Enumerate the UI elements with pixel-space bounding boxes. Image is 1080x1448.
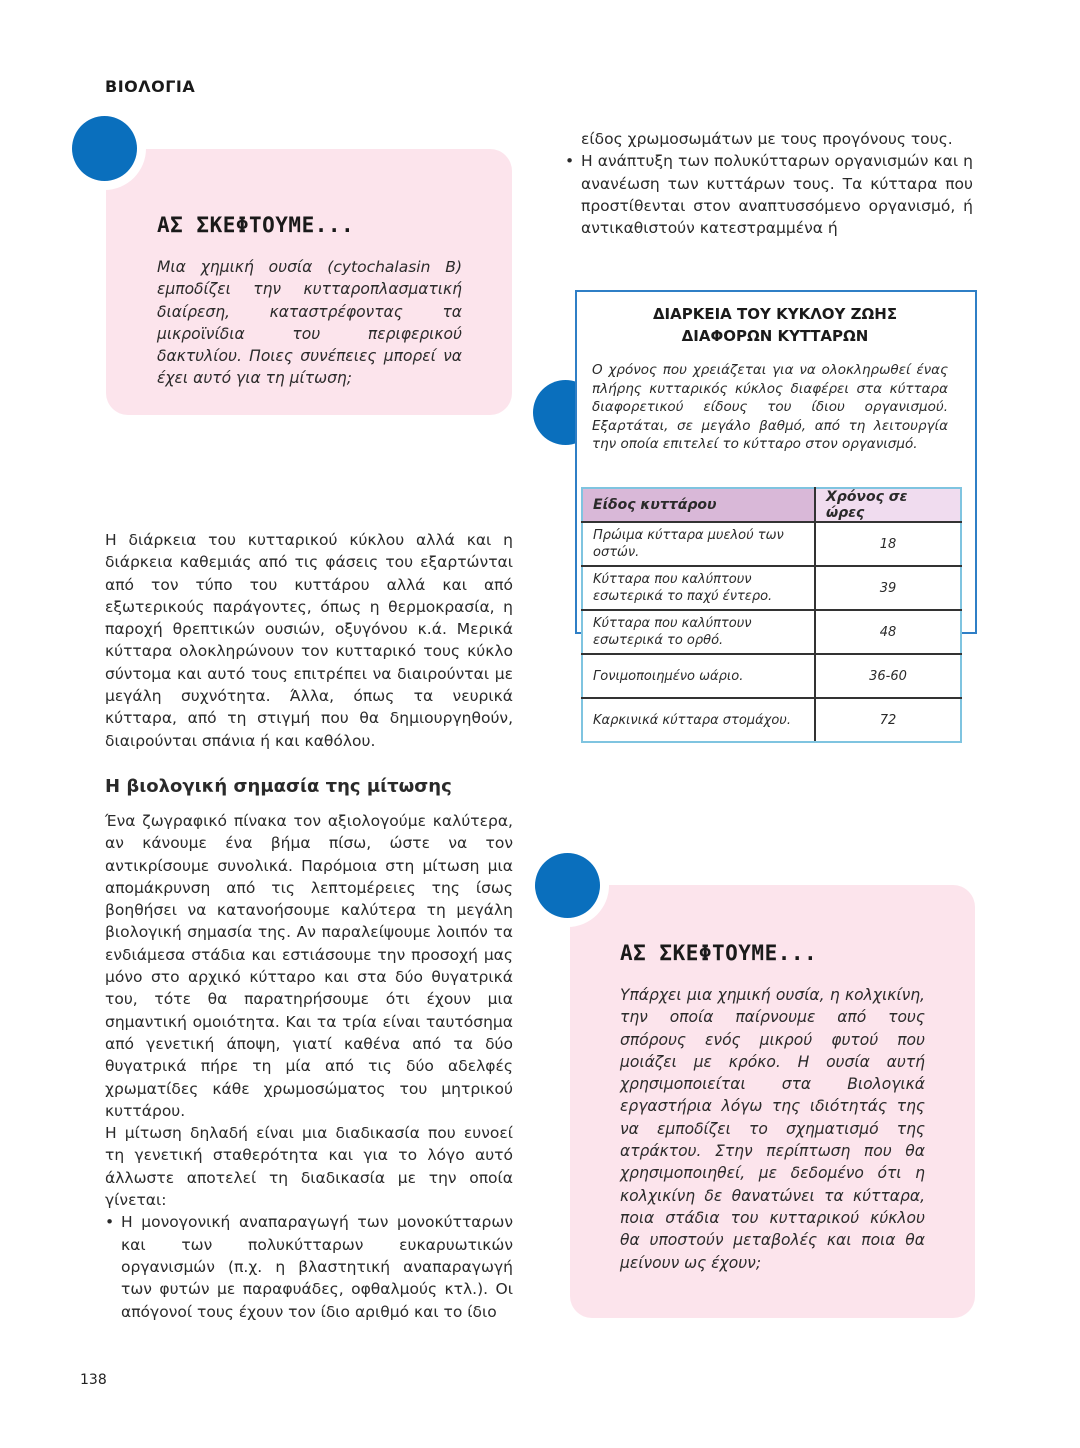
- table-row: [582, 610, 961, 654]
- info-box-title: [577, 303, 973, 347]
- table-cell: Πρώιμα κύτταρα μυελού των οστών.: [582, 522, 815, 566]
- table-cell: 39: [815, 566, 961, 610]
- think-box-1-text: Μια χημική ουσία (cytochalasin B) εμποδίζει την κυτταροπλασματική διαίρεση, καταστρέφοντας τα μικροϊνίδια του περιφερικού δακτυλίου. Ποιες συνέπειες μπορεί να έχει αυτό για τη μίτωση;: [157, 258, 462, 388]
- section-heading: Η βιολογική σημασία της μίτωσης: [105, 776, 452, 797]
- page-number: 138: [80, 1372, 107, 1388]
- page-header: ΒΙΟΛΟΓΙΑ: [105, 77, 196, 96]
- decorative-circle-icon: [72, 116, 137, 181]
- table-cell: Καρκινικά κύτταρα στομάχου.: [582, 698, 815, 742]
- decorative-circle-icon: [535, 853, 600, 918]
- table-header-cell: Είδος κυττάρου: [582, 488, 815, 522]
- section-text: [105, 810, 513, 1323]
- cell-cycle-table: [581, 487, 962, 743]
- table-cell: 48: [815, 610, 961, 654]
- section-paragraph-2: Η μίτωση δηλαδή είναι μια διαδικασία που ευνοεί τη γενετική σταθερότητα και για το λόγο αυτό άλλωστε αποτελεί τη διαδικασία με την οποία γίνεται:: [105, 1124, 513, 1210]
- table-header-row: [582, 488, 961, 522]
- bullet-item: • Η μονογονική αναπαραγωγή των μονοκύτταρων και των πολυκύτταρων ευκαρυωτικών οργανισμών (π.χ. η βλαστητική αναπαραγωγή των φυτών με παραφυάδες, οφθαλμούς κτλ.). Οι απόγονοί τους έχουν τον ίδιο αριθμό και το ίδιο: [105, 1211, 513, 1322]
- table-header-cell: Χρόνος σε ώρες: [815, 488, 961, 522]
- think-box-2-title: ΑΣ ΣΚΕΦΤΟΥΜΕ...: [620, 941, 818, 965]
- table-cell: Γονιμοποιημένο ωάριο.: [582, 654, 815, 698]
- info-box-title-line1: ΔΙΑΡΚΕΙΑ ΤΟΥ ΚΥΚΛΟΥ ΖΩΗΣ: [652, 305, 898, 323]
- table-cell: 72: [815, 698, 961, 742]
- info-box-text: Ο χρόνος που χρειάζεται για να ολοκληρωθεί ένας πλήρης κυτταρικός κύκλος διαφέρει στα κύτταρα διαφορετικού είδους του ίδιου οργανισμού. Εξαρτάται, σε μεγάλο βαθμό, από τη λειτουργία την οποία επιτελεί το κύτταρο στον οργανισμό.: [592, 362, 948, 453]
- table-cell: Κύτταρα που καλύπτουν εσωτερικά το παχύ έντερο.: [582, 566, 815, 610]
- right-column-top-text: [565, 128, 973, 239]
- think-box-1-title: ΑΣ ΣΚΕΦΤΟΥΜΕ...: [157, 213, 355, 237]
- think-box-2-text: Υπάρχει μια χημική ουσία, η κολχικίνη, την οποία παίρνουμε από τους σπόρους ενός μικρού φυτού που μοιάζει με κρόκο. Η ουσία αυτή χρησιμοποιείται στα Βιολογικά εργαστήρια λόγω της ιδιότητάς της να εμποδίζει το σχηματισμό της ατράκτου. Στην περίπτωση που θα χρησιμοποιηθεί, με δεδομένο ότι η κολχικίνη δε θανατώνει τα κύτταρα, ποια στάδια του κυτταρικού κύκλου θα υποστούν μεταβολές και ποια θα μείνουν ως έχουν;: [620, 986, 925, 1272]
- table-cell: 18: [815, 522, 961, 566]
- table-row: [582, 566, 961, 610]
- info-box-title-line2: ΔΙΑΦΟΡΩΝ ΚΥΤΤΑΡΩΝ: [681, 327, 869, 345]
- table-row: [582, 698, 961, 742]
- table-row: [582, 522, 961, 566]
- continued-line: είδος χρωμοσωμάτων με τους προγόνους τους.: [581, 130, 953, 148]
- table-cell: 36-60: [815, 654, 961, 698]
- body-paragraph-1: Η διάρκεια του κυτταρικού κύκλου αλλά και η διάρκεια καθεμιάς από τις φάσεις του εξαρτώνται από τον τύπο του κυττάρου αλλά και από εξωτερικούς παράγοντες, όπως η θερμοκρασία, η παροχή θρεπτικών ουσιών, οξυγόνου κ.ά. Μερικά κύτταρα ολοκληρώνουν τον κυτταρικό τους κύκλο σύντομα και αυτό τους επιτρέπει να διαιρούνται με μεγάλη συχνότητα. Άλλα, όπως τα νευρικά κύτταρα, από τη στιγμή που θα δημιουργηθούν, διαιρούνται σπάνια ή και καθόλου.: [105, 531, 513, 750]
- section-paragraph-1: Ένα ζωγραφικό πίνακα τον αξιολογούμε καλύτερα, αν κάνουμε ένα βήμα πίσω, ώστε να τον αντικρίσουμε συνολικά. Παρόμοια στη μίτωση μια απομάκρυνση από τις λεπτομέρειες της ίσως βοηθήσει να κατανοήσουμε καλύτερα τη μεγάλη βιολογική σημασία της. Αν παραλείψουμε λοιπόν τα ενδιάμεσα στάδια και εστιάσουμε την προσοχή μας μόνο στο αρχικό κύτταρο και στα δύο θυγατρικά του, τότε θα παρατηρήσουμε ότι έχουν μια σημαντική ομοιότητα. Και τα τρία είναι ταυτόσημα από γενετική άποψη, γιατί καθένα από τα δύο θυγατρικά πήρε τη μία από τις δύο αδελφές χρωματίδες κάθε χρωμοσώματος του μητρικού κυττάρου.: [105, 812, 513, 1120]
- table-row: [582, 654, 961, 698]
- table-cell: Κύτταρα που καλύπτουν εσωτερικά το ορθό.: [582, 610, 815, 654]
- bullet-item: • Η ανάπτυξη των πολυκύτταρων οργανισμών και η ανανέωση των κυττάρων τους. Τα κύτταρα που προστίθενται στον αναπτυσσόμενο οργανισμό, ή αντικαθιστούν κατεστραμμένα ή: [565, 150, 973, 239]
